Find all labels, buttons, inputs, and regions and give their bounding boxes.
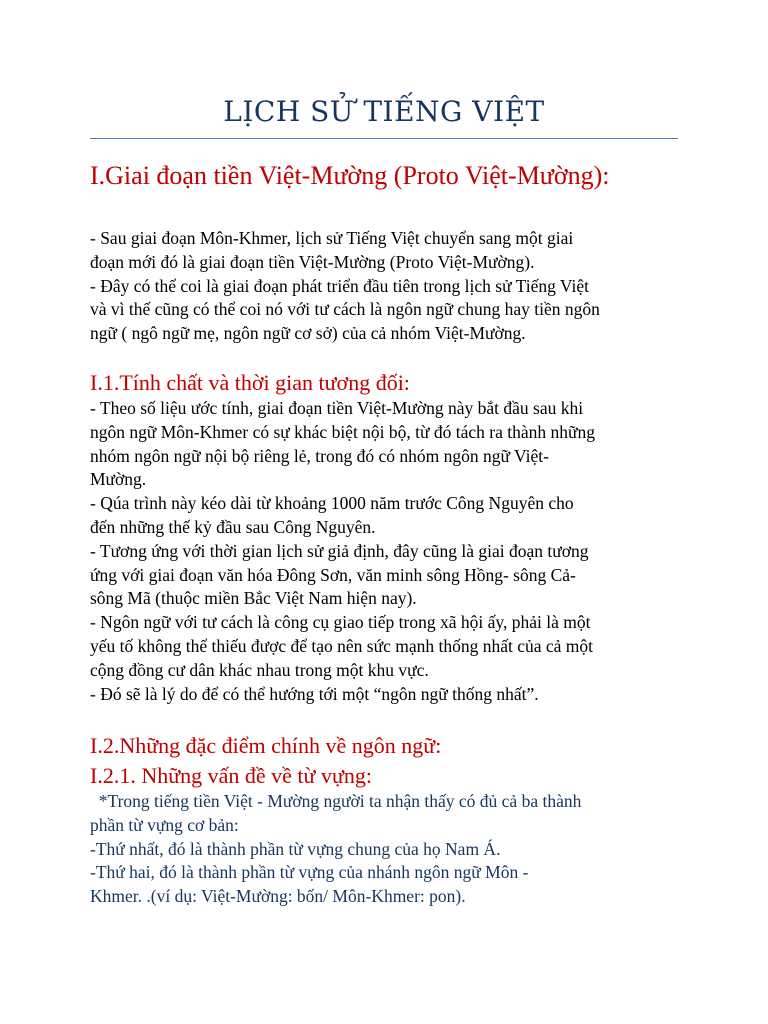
text-line: Khmer. .(ví dụ: Việt-Mường: bốn/ Môn-Khmer: pon). — [90, 886, 466, 907]
section-heading-1: I.Giai đoạn tiền Việt-Mường (Proto Việt-Mường): — [90, 161, 610, 190]
text-line: *Trong tiếng tiền Việt - Mường người ta nhận thấy có đủ cả ba thành — [90, 791, 582, 811]
title-underline — [90, 138, 678, 139]
text-line: ngữ ( ngô ngữ mẹ, ngôn ngữ cơ sở) của cả nhóm Việt-Mường. — [90, 323, 526, 344]
text-line: yếu tố không thể thiếu được để tạo nên sức mạnh thống nhất của cả một — [90, 635, 594, 656]
text-line: nhóm ngôn ngữ nội bộ riêng lẻ, trong đó có nhóm ngôn ngữ Việt- — [90, 445, 549, 466]
text-line: -Thứ hai, đó là thành phần từ vựng của nhánh ngôn ngữ Môn - — [90, 862, 529, 883]
text-line: phần từ vựng cơ bản: — [90, 814, 239, 835]
text-line: - Theo số liệu ước tính, giai đoạn tiền Việt-Mường này bắt đầu sau khi — [90, 398, 584, 418]
section-1-1-paragraph — [90, 397, 680, 706]
section-heading-1-2-1: I.2.1. Những vấn đề về từ vựng: — [90, 763, 373, 788]
text-line: Mường. — [90, 469, 147, 490]
text-line: - Sau giai đoạn Môn-Khmer, lịch sử Tiếng Việt chuyển sang một giai — [90, 228, 574, 248]
text-line: - Tương ứng với thời gian lịch sử giả định, đây cũng là giai đoạn tương — [90, 540, 589, 561]
document-title: LỊCH SỬ TIẾNG VIỆT — [223, 95, 545, 128]
section-heading-1-1: I.1.Tính chất và thời gian tương đối: — [90, 370, 410, 395]
text-line: và vì thế cũng có thể coi nó với tư cách là ngôn ngữ chung hay tiền ngôn — [90, 299, 600, 320]
text-line: cộng đồng cư dân khác nhau trong một khu vực. — [90, 659, 429, 680]
section-1-paragraph — [90, 227, 680, 346]
section-1-2-1-paragraph — [90, 790, 680, 909]
text-line: sông Mã (thuộc miền Bắc Việt Nam hiện nay). — [90, 588, 417, 609]
section-heading-1-2: I.2.Những đặc điểm chính về ngôn ngữ: — [90, 733, 442, 758]
text-line: - Ngôn ngữ với tư cách là công cụ giao tiếp trong xã hội ấy, phải là một — [90, 612, 591, 633]
text-line: -Thứ nhất, đó là thành phần từ vựng chung của họ Nam Á. — [90, 838, 501, 859]
text-line: - Đó sẽ là lý do để có thể hướng tới một “ngôn ngữ thống nhất”. — [90, 683, 539, 704]
text-line: - Đây có thể coi là giai đoạn phát triển đầu tiên trong lịch sử Tiếng Việt — [90, 275, 589, 296]
text-line: ngôn ngữ Môn-Khmer có sự khác biệt nội bộ, từ đó tách ra thành những — [90, 421, 595, 442]
text-line: đoạn mới đó là giai đoạn tiền Việt-Mường (Proto Việt-Mường). — [90, 251, 535, 272]
text-line: ứng với giai đoạn văn hóa Đông Sơn, văn minh sông Hồng- sông Cả- — [90, 564, 576, 585]
text-line: - Qúa trình này kéo dài từ khoảng 1000 năm trước Công Nguyên cho — [90, 493, 574, 514]
text-line: đến những thế kỷ đầu sau Công Nguyên. — [90, 516, 376, 537]
